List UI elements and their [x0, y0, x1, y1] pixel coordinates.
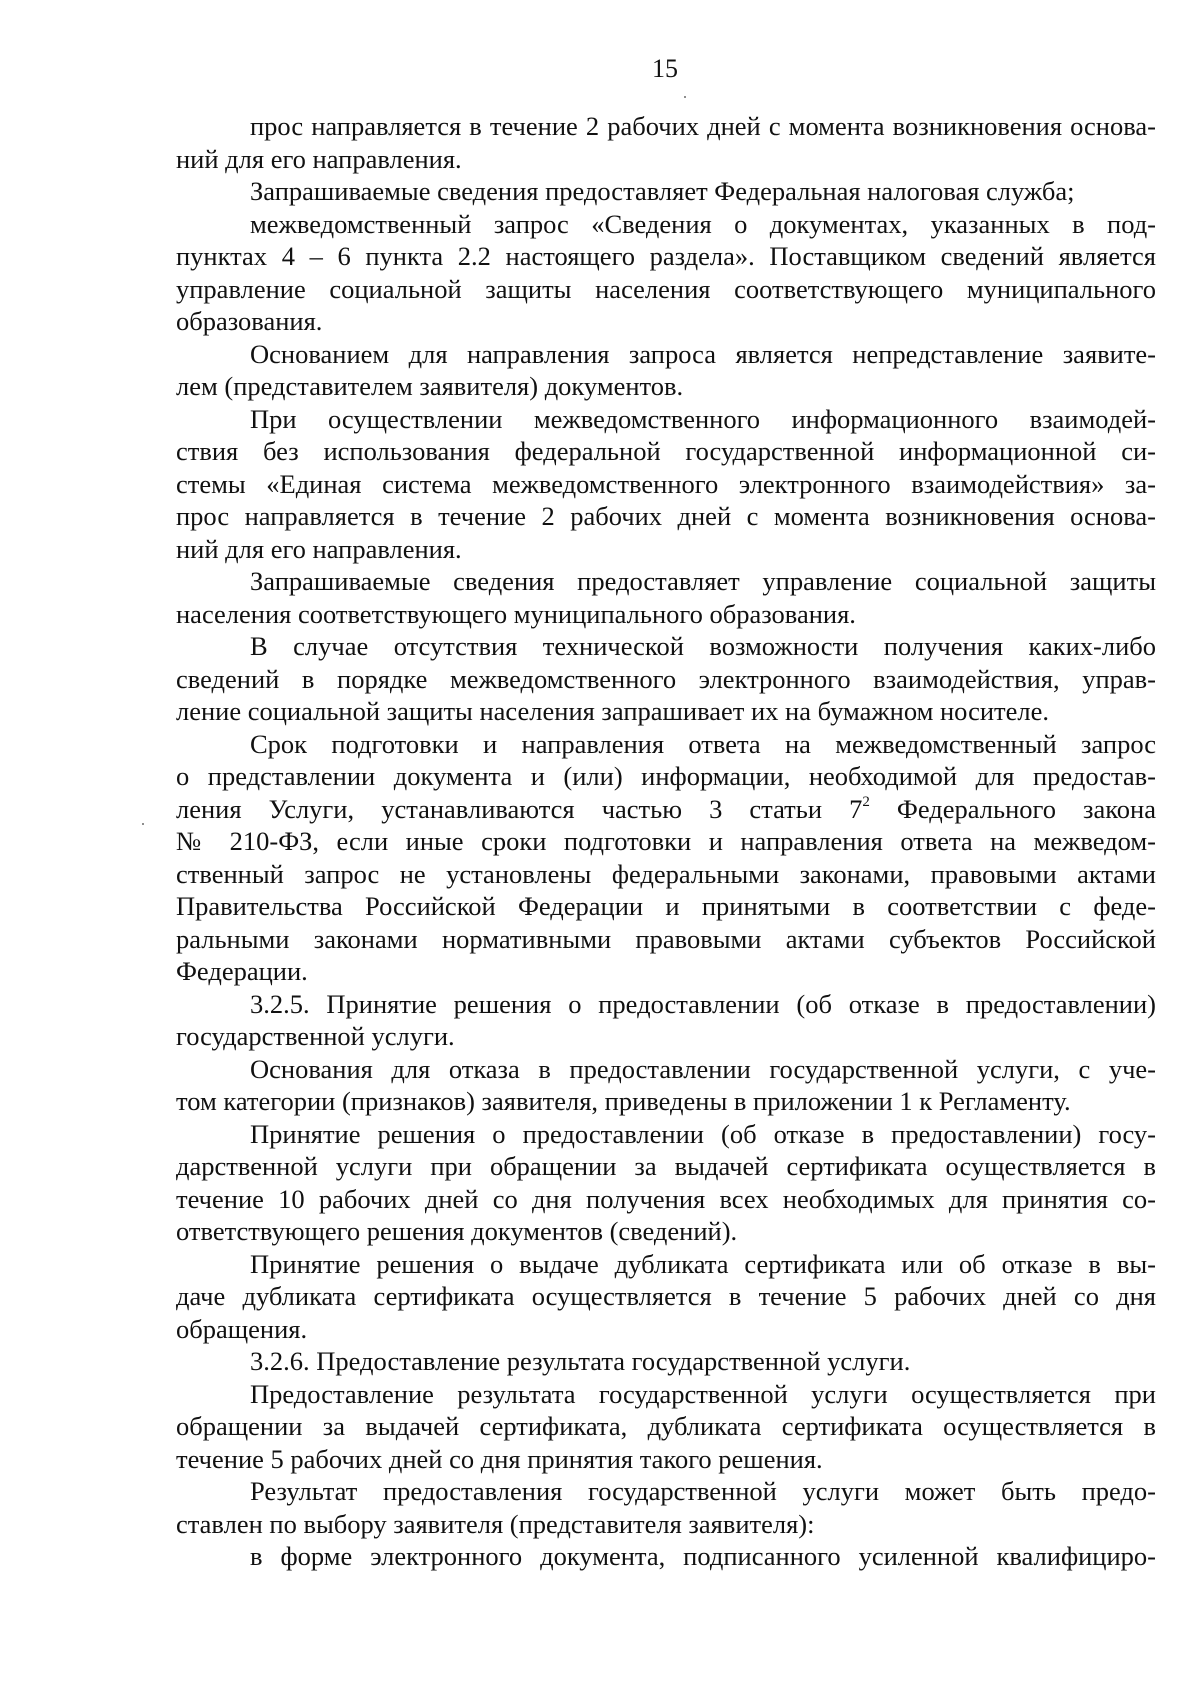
- text-line: течение 10 рабочих дней со дня получения всех необходимых для принятия со-: [176, 1183, 1156, 1214]
- text-line: Принятие решения о выдаче дубликата сертификата или об отказе в вы-: [250, 1248, 1156, 1279]
- page-number: 15: [652, 54, 678, 83]
- paragraph: [176, 988, 1156, 1053]
- paragraph: [176, 403, 1156, 566]
- text-line: дарственной услуги при обращении за выдачей сертификата осуществляется в: [176, 1151, 1156, 1181]
- text-run: ления Услуги, устанавливаются частью 3 статьи 7: [176, 793, 863, 824]
- text-line: течение 5 рабочих дней со дня принятия такого решения.: [176, 1443, 823, 1474]
- text-line: ответствующего решения документов (сведений).: [176, 1216, 738, 1246]
- text-line: ний для его направления.: [176, 143, 462, 174]
- paragraph: [176, 728, 1156, 988]
- paragraph: [176, 1118, 1156, 1248]
- text-line: Основания для отказа в предоставлении государственной услуги, с уче-: [250, 1053, 1156, 1084]
- paragraph: [176, 110, 1156, 175]
- superscript: 2: [862, 793, 870, 810]
- text-line: обращении за выдачей сертификата, дубликата сертификата осуществляется в: [176, 1411, 1156, 1441]
- text-line: Срок подготовки и направления ответа на межведомственный запрос: [250, 728, 1156, 759]
- text-line: том категории (признаков) заявителя, приведены в приложении 1 к Регламенту.: [176, 1086, 1071, 1116]
- paragraph: [176, 1345, 1156, 1378]
- text-line: населения соответствующего муниципального образования.: [176, 598, 856, 629]
- text-line: Предоставление результата государственной услуги осуществляется при: [250, 1378, 1156, 1409]
- text-line: Результат предоставления государственной услуги может быть предо-: [250, 1476, 1156, 1506]
- paragraph: [176, 175, 1156, 208]
- text-line: государственной услуги.: [176, 1021, 455, 1051]
- text-line: Основанием для направления запроса является непредставление заявите-: [250, 338, 1156, 369]
- text-line: № 210-ФЗ, если иные сроки подготовки и направления ответа на межведом-: [176, 826, 1156, 856]
- text-line: Федерации.: [176, 956, 308, 986]
- text-line: обращения.: [176, 1313, 308, 1344]
- text-line: 3.2.5. Принятие решения о предоставлении (об отказе в предоставлении): [250, 988, 1156, 1019]
- text-run: Федерального закона: [869, 793, 1156, 824]
- text-line: межведомственный запрос «Сведения о документах, указанных в под-: [250, 208, 1156, 239]
- text-line: ний для его направления.: [176, 533, 462, 564]
- text-line: Принятие решения о предоставлении (об отказе в предоставлении) госу-: [250, 1118, 1156, 1149]
- text-line: прос направляется в течение 2 рабочих дней с момента возникновения основа-: [250, 111, 1156, 141]
- text-line: ственный запрос не установлены федеральными законами, правовыми актами: [176, 858, 1156, 889]
- paragraph: [176, 1475, 1156, 1540]
- text-line: ление социальной защиты населения запрашивает их на бумажном носителе.: [176, 696, 1049, 726]
- text-line: ставлен по выбору заявителя (представителя заявителя):: [176, 1508, 815, 1539]
- text-line: лем (представителем заявителя) документов.: [176, 371, 684, 401]
- paragraph: [176, 1248, 1156, 1346]
- text-line: При осуществлении межведомственного информационного взаимодей-: [250, 403, 1156, 434]
- paragraph: [176, 630, 1156, 728]
- paragraph: [176, 1540, 1156, 1573]
- text-line: В случае отсутствия технической возможности получения каких-либо: [250, 631, 1156, 661]
- text-line: сведений в порядке межведомственного электронного взаимодействия, управ-: [176, 663, 1156, 694]
- text-line: о представлении документа и (или) информации, необходимой для предостав-: [176, 761, 1156, 791]
- text-line: образования.: [176, 306, 323, 336]
- scan-speck: [684, 96, 686, 98]
- text-line: в форме электронного документа, подписанного усиленной квалифициро-: [250, 1541, 1156, 1571]
- paragraph: [176, 208, 1156, 338]
- paragraph: [176, 1378, 1156, 1476]
- text-line: ральными законами нормативными правовыми актами субъектов Российской: [176, 923, 1156, 954]
- text-line: стемы «Единая система межведомственного электронного взаимодействия» за-: [176, 468, 1156, 499]
- paragraph: [176, 1053, 1156, 1118]
- text-line: Запрашиваемые сведения предоставляет управление социальной защиты: [250, 566, 1156, 596]
- document-body: [176, 110, 1156, 1573]
- text-line: даче дубликата сертификата осуществляется в течение 5 рабочих дней со дня: [176, 1281, 1156, 1311]
- paragraph: [176, 338, 1156, 403]
- scan-speck: [142, 823, 144, 825]
- text-line: ствия без использования федеральной государственной информационной си-: [176, 436, 1156, 466]
- text-line: Запрашиваемые сведения предоставляет Федеральная налоговая служба;: [250, 176, 1075, 206]
- text-line: прос направляется в течение 2 рабочих дней с момента возникновения основа-: [176, 501, 1156, 531]
- text-line: Правительства Российской Федерации и принятыми в соответствии с феде-: [176, 891, 1156, 921]
- text-line: управление социальной защиты населения соответствующего муниципального: [176, 273, 1156, 304]
- paragraph: [176, 565, 1156, 630]
- text-line: [176, 793, 1156, 826]
- text-line: пунктах 4 – 6 пункта 2.2 настоящего раздела». Поставщиком сведений является: [176, 241, 1156, 271]
- text-line: 3.2.6. Предоставление результата государственной услуги.: [250, 1346, 911, 1376]
